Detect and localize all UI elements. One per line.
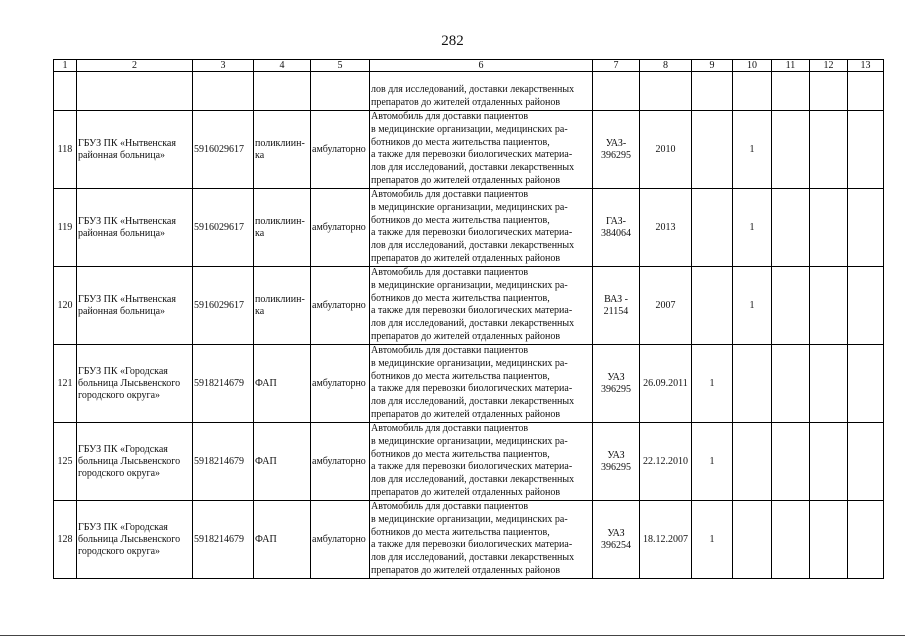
purpose-line: в медицинские организации, медицинских ра- — [371, 201, 568, 213]
unit-cell — [254, 267, 311, 345]
column-10-cell: 1 — [733, 111, 772, 189]
page-bottom-rule — [0, 635, 905, 636]
purpose-cell — [370, 501, 593, 579]
column-11-cell — [772, 267, 810, 345]
table-row — [54, 423, 884, 501]
organization-line: районная больница» — [78, 305, 166, 317]
vehicle-model-line: 396295 — [601, 383, 631, 395]
purpose-line: в медицинские организации, медицинских ра- — [371, 435, 568, 447]
year-date-cell: 18.12.2007 — [640, 501, 692, 579]
vehicle-model-cell — [593, 111, 640, 189]
organization-line: районная больница» — [78, 149, 166, 161]
organization-line: ГБУЗ ПК «Нытвенская — [78, 215, 176, 227]
care-type-cell: амбулаторно — [311, 423, 370, 501]
inn-cell: 5916029617 — [193, 267, 254, 345]
purpose-line: ботников до места жительства пациентов, — [371, 526, 550, 538]
vehicle-model-cell — [593, 267, 640, 345]
column-number: 11 — [772, 60, 810, 72]
purpose-line: а также для перевозки биологических материа- — [371, 305, 573, 317]
column-11-cell — [772, 111, 810, 189]
vehicle-model-line: УАЗ — [607, 527, 625, 539]
vehicle-model-line: 21154 — [603, 305, 629, 317]
organization-line: больница Лысьвенского — [78, 455, 181, 467]
unit-line: ка — [255, 227, 265, 239]
unit-line: ФАП — [255, 455, 277, 467]
unit-line: ФАП — [255, 377, 277, 389]
purpose-line: препаратов до жителей отдаленных районов — [371, 97, 561, 109]
row-number-cell: 128 — [54, 501, 77, 579]
vehicle-table — [53, 59, 884, 579]
purpose-line: а также для перевозки биологических материа- — [371, 149, 573, 161]
organization-line: ГБУЗ ПК «Городская — [78, 443, 168, 455]
unit-cell — [254, 345, 311, 423]
organization-cell — [77, 111, 193, 189]
purpose-line: лов для исследований, доставки лекарственных — [371, 396, 575, 408]
column-12-cell — [810, 501, 848, 579]
column-12-cell — [810, 423, 848, 501]
purpose-line: препаратов до жителей отдаленных районов — [371, 330, 561, 342]
year-date-cell: 2010 — [640, 111, 692, 189]
column-number: 12 — [810, 60, 848, 72]
column-12-cell — [810, 267, 848, 345]
column-number: 8 — [640, 60, 692, 72]
purpose-cell — [370, 111, 593, 189]
unit-cell — [254, 501, 311, 579]
continuation-row — [54, 72, 884, 111]
purpose-line: ботников до места жительства пациентов, — [371, 448, 550, 460]
purpose-line: препаратов до жителей отдаленных районов — [371, 564, 561, 576]
column-9-cell: 1 — [692, 501, 733, 579]
year-date-cell: 26.09.2011 — [640, 345, 692, 423]
vehicle-model-line: ГАЗ- — [605, 215, 626, 227]
care-type-cell: амбулаторно — [311, 189, 370, 267]
vehicle-model-line: УАЗ- — [605, 137, 627, 149]
vehicle-model-line: 396295 — [601, 149, 631, 161]
purpose-line: лов для исследований, доставки лекарственных — [371, 552, 575, 564]
column-13-cell — [848, 189, 884, 267]
care-type-cell: амбулаторно — [311, 345, 370, 423]
column-13-cell — [848, 111, 884, 189]
column-9-cell: 1 — [692, 345, 733, 423]
purpose-cell — [370, 189, 593, 267]
vehicle-model-line: ВАЗ - — [604, 293, 628, 305]
inn-cell: 5916029617 — [193, 189, 254, 267]
column-number: 13 — [848, 60, 884, 72]
care-type-cell: амбулаторно — [311, 501, 370, 579]
column-13-cell — [848, 345, 884, 423]
unit-line: поликлиин- — [255, 215, 305, 227]
purpose-line: лов для исследований, доставки лекарственных — [371, 318, 575, 330]
column-number: 4 — [254, 60, 311, 72]
inn-cell: 5918214679 — [193, 501, 254, 579]
column-11-cell — [772, 423, 810, 501]
organization-cell — [77, 501, 193, 579]
organization-line: ГБУЗ ПК «Городская — [78, 365, 168, 377]
purpose-line: ботников до места жительства пациентов, — [371, 136, 550, 148]
unit-cell — [254, 423, 311, 501]
purpose-line: ботников до места жительства пациентов, — [371, 214, 550, 226]
year-date-cell: 2007 — [640, 267, 692, 345]
inn-cell: 5918214679 — [193, 423, 254, 501]
vehicle-model-line: 396254 — [601, 539, 631, 551]
purpose-line: а также для перевозки биологических материа- — [371, 461, 573, 473]
vehicle-model-line: 396295 — [601, 461, 631, 473]
column-number: 3 — [193, 60, 254, 72]
purpose-line: Автомобиль для доставки пациентов — [371, 423, 529, 434]
unit-cell — [254, 189, 311, 267]
care-type-cell: амбулаторно — [311, 267, 370, 345]
organization-line: городского округа» — [78, 545, 161, 557]
purpose-cell — [370, 423, 593, 501]
column-number-row — [54, 60, 884, 72]
table-row — [54, 189, 884, 267]
column-13-cell — [848, 501, 884, 579]
purpose-line: а также для перевозки биологических материа- — [371, 227, 573, 239]
column-9-cell — [692, 111, 733, 189]
column-9-cell — [692, 267, 733, 345]
purpose-line: лов для исследований, доставки лекарственных — [371, 240, 575, 252]
row-number-cell: 118 — [54, 111, 77, 189]
purpose-line: препаратов до жителей отдаленных районов — [371, 408, 561, 420]
unit-line: поликлиин- — [255, 293, 305, 305]
vehicle-model-line: УАЗ — [607, 449, 625, 461]
column-number: 9 — [692, 60, 733, 72]
purpose-line: Автомобиль для доставки пациентов — [371, 345, 529, 356]
column-10-cell: 1 — [733, 189, 772, 267]
table-row — [54, 345, 884, 423]
unit-line: ка — [255, 305, 265, 317]
vehicle-model-line: 384064 — [601, 227, 631, 239]
inn-cell: 5918214679 — [193, 345, 254, 423]
purpose-line: препаратов до жителей отдаленных районов — [371, 174, 561, 186]
row-number-cell: 121 — [54, 345, 77, 423]
column-10-cell — [733, 501, 772, 579]
column-9-cell: 1 — [692, 423, 733, 501]
column-number: 6 — [370, 60, 593, 72]
vehicle-model-cell — [593, 501, 640, 579]
column-12-cell — [810, 345, 848, 423]
column-10-cell — [733, 423, 772, 501]
organization-line: ГБУЗ ПК «Нытвенская — [78, 293, 176, 305]
table-row — [54, 501, 884, 579]
organization-cell — [77, 423, 193, 501]
unit-line: ФАП — [255, 533, 277, 545]
vehicle-model-cell — [593, 189, 640, 267]
organization-line: городского округа» — [78, 389, 161, 401]
organization-line: ГБУЗ ПК «Нытвенская — [78, 137, 176, 149]
column-number: 2 — [77, 60, 193, 72]
year-date-cell: 2013 — [640, 189, 692, 267]
care-type-cell: амбулаторно — [311, 111, 370, 189]
column-10-cell — [733, 345, 772, 423]
column-number: 5 — [311, 60, 370, 72]
purpose-line: Автомобиль для доставки пациентов — [371, 501, 529, 512]
organization-line: больница Лысьвенского — [78, 377, 181, 389]
column-12-cell — [810, 189, 848, 267]
purpose-line: в медицинские организации, медицинских ра- — [371, 123, 568, 135]
organization-cell — [77, 189, 193, 267]
year-date-cell: 22.12.2010 — [640, 423, 692, 501]
purpose-line: Автомобиль для доставки пациентов — [371, 111, 529, 122]
column-11-cell — [772, 345, 810, 423]
purpose-line: Автомобиль для доставки пациентов — [371, 267, 529, 278]
purpose-line: лов для исследований, доставки лекарственных — [371, 162, 575, 174]
purpose-line: препаратов до жителей отдаленных районов — [371, 486, 561, 498]
column-number: 1 — [54, 60, 77, 72]
purpose-cell — [370, 345, 593, 423]
column-11-cell — [772, 189, 810, 267]
purpose-line: ботников до места жительства пациентов, — [371, 292, 550, 304]
organization-line: ГБУЗ ПК «Городская — [78, 521, 168, 533]
purpose-line: препаратов до жителей отдаленных районов — [371, 252, 561, 264]
purpose-line: а также для перевозки биологических материа- — [371, 383, 573, 395]
purpose-line: Автомобиль для доставки пациентов — [371, 189, 529, 200]
purpose-line: в медицинские организации, медицинских ра- — [371, 513, 568, 525]
column-10-cell: 1 — [733, 267, 772, 345]
organization-cell — [77, 267, 193, 345]
row-number-cell: 125 — [54, 423, 77, 501]
vehicle-model-cell — [593, 423, 640, 501]
unit-line: ка — [255, 149, 265, 161]
column-13-cell — [848, 423, 884, 501]
purpose-line: лов для исследований, доставки лекарственных — [371, 474, 575, 486]
organization-line: больница Лысьвенского — [78, 533, 181, 545]
row-number-cell: 119 — [54, 189, 77, 267]
page-number: 282 — [441, 33, 464, 49]
purpose-line: ботников до места жительства пациентов, — [371, 370, 550, 382]
table-row — [54, 111, 884, 189]
column-12-cell — [810, 111, 848, 189]
organization-cell — [77, 345, 193, 423]
vehicle-model-line: УАЗ — [607, 371, 625, 383]
purpose-cell — [370, 267, 593, 345]
vehicle-model-cell — [593, 345, 640, 423]
organization-line: городского округа» — [78, 467, 161, 479]
unit-line: поликлиин- — [255, 137, 305, 149]
column-number: 7 — [593, 60, 640, 72]
purpose-line: в медицинские организации, медицинских ра- — [371, 357, 568, 369]
column-13-cell — [848, 267, 884, 345]
inn-cell: 5916029617 — [193, 111, 254, 189]
column-11-cell — [772, 501, 810, 579]
column-9-cell — [692, 189, 733, 267]
row-number-cell: 120 — [54, 267, 77, 345]
purpose-line: в медицинские организации, медицинских ра- — [371, 279, 568, 291]
purpose-line: лов для исследований, доставки лекарственных — [371, 84, 575, 96]
unit-cell — [254, 111, 311, 189]
table-row — [54, 267, 884, 345]
organization-line: районная больница» — [78, 227, 166, 239]
column-number: 10 — [733, 60, 772, 72]
purpose-line: а также для перевозки биологических материа- — [371, 539, 573, 551]
purpose-cell — [370, 72, 593, 111]
